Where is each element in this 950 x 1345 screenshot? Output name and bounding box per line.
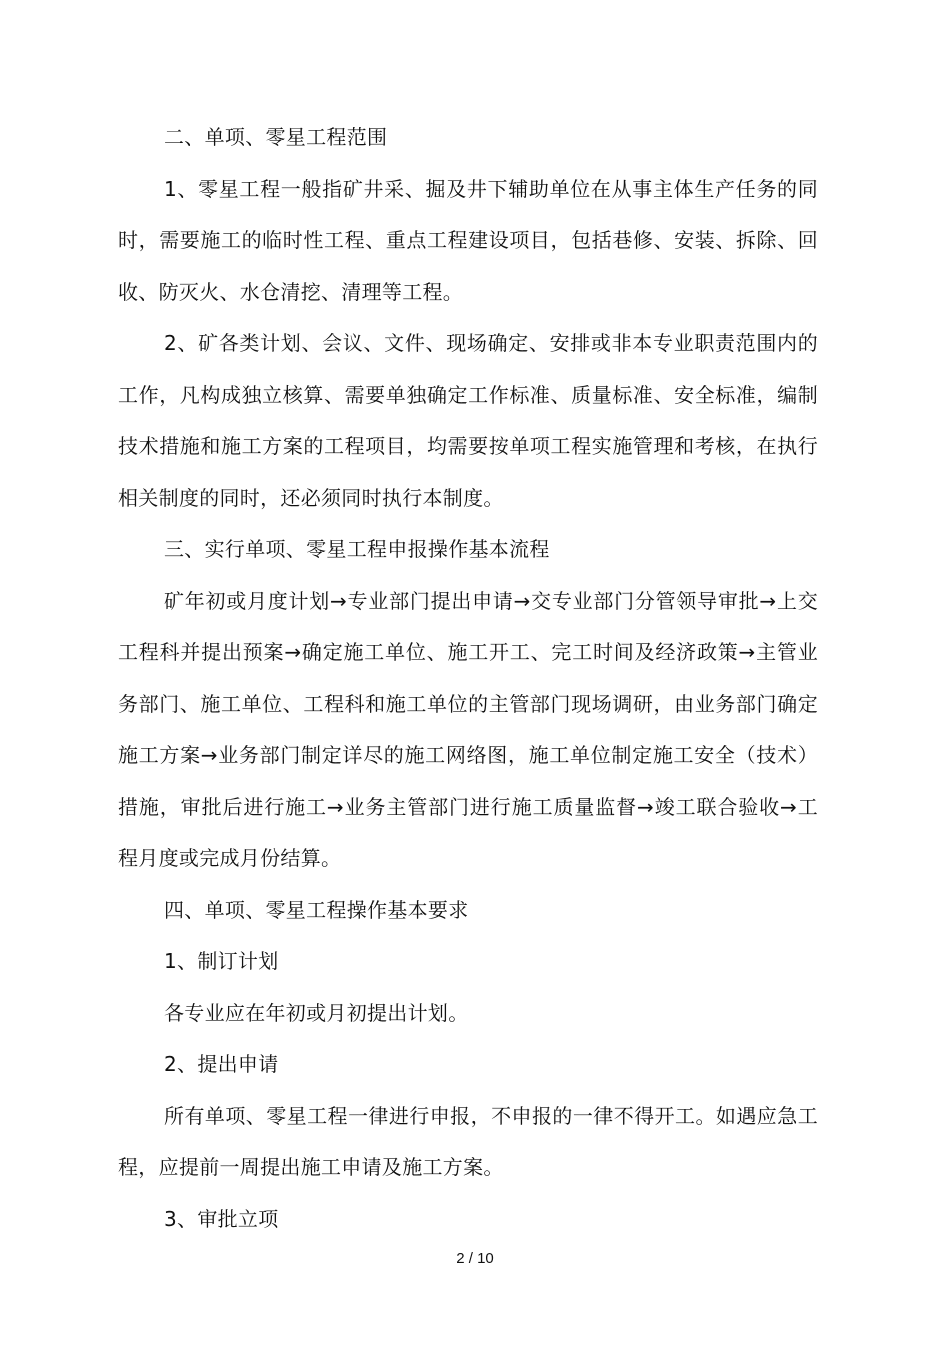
paragraph-scope-item-1: 1、零星工程一般指矿井采、掘及井下辅助单位在从事主体生产任务的同时，需要施工的临时性工程、重点工程建设项目，包括巷修、安装、拆除、回收、防灭火、水仓清挖、清理等工程。 bbox=[118, 176, 818, 304]
section-heading-scope: 二、单项、零星工程范围 bbox=[164, 125, 388, 149]
section-heading-process: 三、实行单项、零星工程申报操作基本流程 bbox=[164, 537, 550, 561]
section-heading-requirements: 四、单项、零星工程操作基本要求 bbox=[164, 897, 469, 922]
paragraph-make-plan: 各专业应在年初或月初提出计划。 bbox=[164, 1000, 469, 1025]
subheading-submit-application: 2、提出申请 bbox=[164, 1052, 279, 1076]
subheading-make-plan: 1、制订计划 bbox=[164, 949, 279, 973]
paragraph-scope-item-2: 2、矿各类计划、会议、文件、现场确定、安排或非本专业职责范围内的工作，凡构成独立核算、需要单独确定工作标准、质量标准、安全标准，编制技术措施和施工方案的工程项目，均需要按单项工程实施管理和考核，在执行相关制度的同时，还必须同时执行本制度。 bbox=[118, 331, 818, 510]
paragraph-process-flow: 矿年初或月度计划→专业部门提出申请→交专业部门分管领导审批→上交工程科并提出预案→确定施工单位、施工开工、完工时间及经济政策→主管业务部门、施工单位、工程科和施工单位的主管部门现场调研，由业务部门确定施工方案→业务部门制定详尽的施工网络图，施工单位制定施工安全（技术）措施，审批后进行施工→业务主管部门进行施工质量监督→竣工联合验收→工程月度或完成月份结算。 bbox=[118, 588, 818, 870]
document-body bbox=[118, 112, 818, 1245]
paragraph-submit-application: 所有单项、零星工程一律进行申报，不申报的一律不得开工。如遇应急工程，应提前一周提出施工申请及施工方案。 bbox=[118, 1103, 818, 1179]
subheading-approval: 3、审批立项 bbox=[164, 1206, 279, 1231]
page-number: 2 / 10 bbox=[456, 1250, 494, 1267]
